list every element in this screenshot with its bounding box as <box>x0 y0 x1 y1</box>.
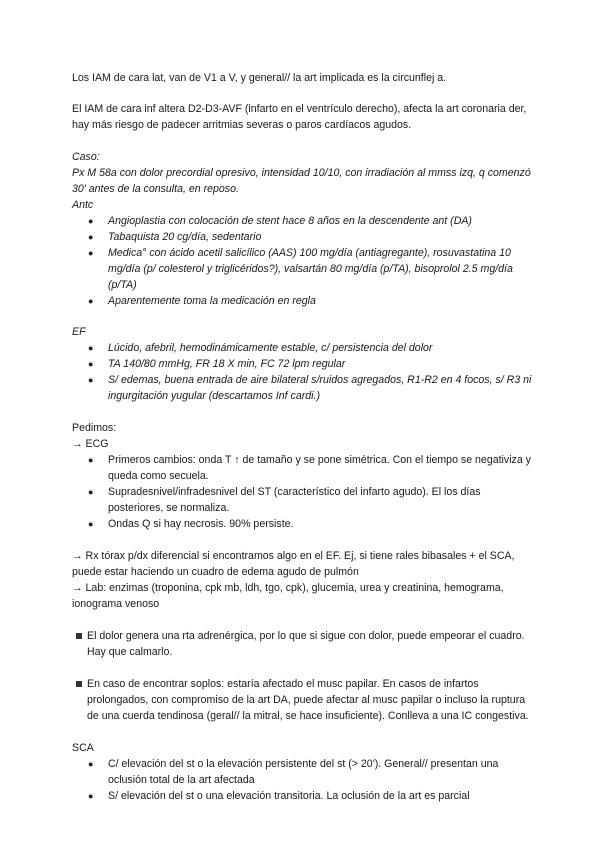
bullet-icon: ● <box>88 343 94 353</box>
rx-paragraph: → Rx tórax p/dx diferencial si encontramos algo en el EF. Ej, si tiene rales bibasales + el SCA, puede estar haciendo un cuadro de edema agudo de pulmón <box>72 550 515 578</box>
list-item: ● Angioplastia con colocación de stent hace 8 años en la descendente ant (DA) <box>88 215 472 227</box>
list-item: ● Primeros cambios: onda T ↑ de tamaño y se pone simétrica. Con el tiempo se negativiza y queda como secuela. <box>88 454 531 482</box>
intro-paragraph-lateral: Los IAM de cara lat, van de V1 a V, y general// la art implicada es la circunflej a. <box>72 72 447 84</box>
list-item: ● Ondas Q si hay necrosis. 90% persiste. <box>88 518 294 530</box>
caso-heading: Caso: <box>72 151 100 163</box>
bullet-icon: ● <box>88 455 94 465</box>
antc-heading: Antc <box>72 199 94 211</box>
square-bullet-icon <box>76 681 82 687</box>
list-item: ● C/ elevación del st o la elevación persistente del st (> 20'). General// presentan una oclusión total de la art afectada <box>88 758 499 786</box>
bullet-icon: ● <box>88 296 94 306</box>
list-item: ● Supradesnivel/infradesnivel del ST (característico del infarto agudo). El los días posteriores, se normaliza. <box>88 486 481 514</box>
caso-text: Px M 58a con dolor precordial opresivo, intensidad 10/10, con irradiación al mmss izq, q comenzó 30' antes de la consulta, en reposo. <box>72 167 531 195</box>
lab-paragraph: → Lab: enzimas (troponina, cpk mb, ldh, tgo, cpk), glucemia, urea y creatinina, hemograma, ionograma venoso <box>72 582 504 610</box>
ef-list <box>72 340 534 404</box>
bullet-icon: ● <box>88 232 94 242</box>
ecg-label: → ECG <box>72 438 109 450</box>
list-item: ● Aparentemente toma la medicación en regla <box>88 295 316 307</box>
ecg-list <box>72 452 534 532</box>
caso-section <box>72 149 534 404</box>
bullet-icon: ● <box>88 519 94 529</box>
bullet-icon: ● <box>88 216 94 226</box>
bullet-icon: ● <box>88 791 94 801</box>
list-item: ● TA 140/80 mmHg, FR 18 X min, FC 72 lpm regular <box>88 358 346 370</box>
list-item: ● S/ elevación del st o una elevación transitoria. La oclusión de la art es parcial <box>88 790 470 802</box>
bullet-icon: ● <box>88 359 94 369</box>
sca-section <box>72 740 534 804</box>
note-soplos: En caso de encontrar soplos: estaría afectado el musc papilar. En casos de infartos prolongados, con compromiso de la art DA, puede afectar al musc papilar o incluso la ruptura de una cuerda tendinosa (geral// la mitral, se hace insuficiente). Conlleva a una IC congestiva. <box>72 676 534 724</box>
ef-heading: EF <box>72 326 86 338</box>
note-dolor: El dolor genera una rta adrenérgica, por lo que si sigue con dolor, puede empeorar el cuadro. Hay que calmarlo. <box>72 628 534 660</box>
bullet-icon: ● <box>88 487 94 497</box>
sca-heading: SCA <box>72 742 94 754</box>
antc-list <box>72 213 534 309</box>
sca-list <box>72 756 534 804</box>
list-item: ● S/ edemas, buena entrada de aire bilateral s/ruidos agregados, R1-R2 en 4 focos, s/ R3 ni ingurgitación yugular (descartamos Inf cardi.) <box>88 374 532 402</box>
pedimos-section <box>72 420 534 612</box>
intro-paragraph-inferior: El IAM de cara inf altera D2-D3-AVF (infarto en el ventrículo derecho), afecta la art coronaria der, hay más riesgo de padecer arritmias severas o paros cardíacos agudos. <box>72 103 527 131</box>
bullet-icon: ● <box>88 375 94 385</box>
pedimos-heading: Pedimos: <box>72 422 117 434</box>
bullet-icon: ● <box>88 759 94 769</box>
square-bullet-icon <box>76 633 82 639</box>
list-item: ● Medica° con ácido acetil salicílico (AAS) 100 mg/día (antiagregante), rosuvastatina 10 mg/día (p/ colesterol y triglicéridos?), valsartán 80 mg/día (p/TA), bisoprolol 2.5 mg/día (p/TA) <box>88 247 513 291</box>
list-item: ● Lúcido, afebril, hemodinámicamente estable, c/ persistencia del dolor <box>88 342 433 354</box>
bullet-icon: ● <box>88 248 94 258</box>
document-body <box>72 70 534 804</box>
list-item: ● Tabaquista 20 cg/día, sedentario <box>88 231 262 243</box>
